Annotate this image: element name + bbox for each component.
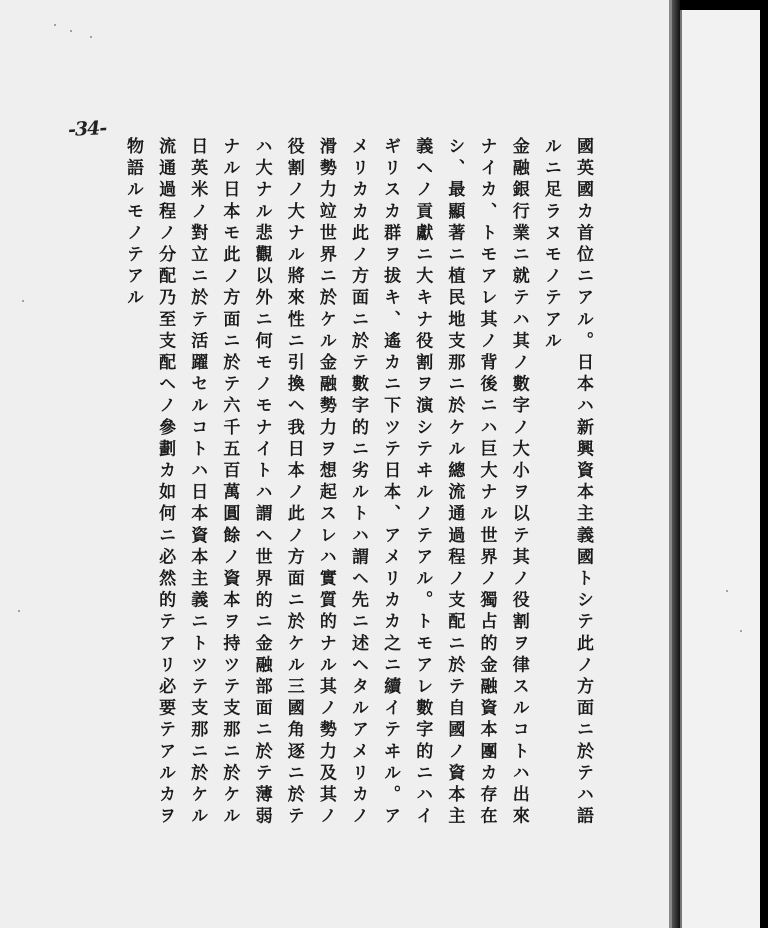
text-column-2: ルニ足ラヌモノテアル — [540, 137, 561, 353]
text-column-15: 物語ルモノテアル — [123, 137, 143, 310]
paper-speck — [70, 30, 72, 32]
paper-speck — [22, 300, 24, 302]
text-column-7: ギリスカ群ヲ拔キ、遙カニ下ツテ日本、アメリカカ之ニ續イテヰル。ア — [380, 137, 401, 829]
paper-speck — [54, 24, 56, 26]
text-column-10: 役割ノ大ナル將來性ニ引換ヘ我日本ノ此ノ方面ニ於ケル三國角逐ニ於テ — [283, 137, 304, 829]
text-column-9: 滑勢力竝世界ニ於ケル金融勢力ヲ想起スレハ實質的ナル其ノ勢力及其ノ — [315, 137, 336, 829]
page-fold — [672, 0, 680, 928]
text-column-14: 流通過程ノ分配乃至支配ヘノ參劃カ如何ニ必然的テアリ必要テアルカヲ — [155, 137, 176, 829]
page-number: -34- — [67, 117, 107, 141]
text-column-5: シ、最顯著ニ植民地支那ニ於ケル總流通過程ノ支配ニ於テ自國ノ資本主 — [444, 137, 465, 829]
text-column-3: 金融銀行業ニ就テハ其ノ數字ノ大小ヲ以テ其ノ役割ヲ律スルコトハ出來 — [508, 137, 529, 829]
facing-page — [680, 10, 760, 928]
text-column-8: メリカカ此ノ方面ニ於テ數字的ニ劣ルトハ謂ヘ先ニ述ヘタルアメリカノ — [347, 137, 368, 829]
paper-speck — [18, 610, 20, 612]
text-column-12: ナル日本モ此ノ方面ニ於テ六千五百萬圓餘ノ資本ヲ持ツテ支那ニ於ケル — [219, 137, 240, 829]
text-column-1: 國英國カ首位ニアル。日本ハ新興資本主義國トシテ此ノ方面ニ於テハ語 — [572, 137, 593, 829]
vertical-text-block — [118, 137, 598, 877]
paper-speck — [726, 590, 728, 592]
text-column-13: 日英米ノ對立ニ於テ活躍セルコトハ日本資本主義ニトツテ支那ニ於ケル — [187, 137, 208, 829]
text-column-4: ナイカ、トモアレ其ノ背後ニハ巨大ナル世界ノ獨占的金融資本團カ存在 — [476, 137, 497, 829]
paper-speck — [740, 630, 742, 632]
text-column-11: ハ大ナル悲觀以外ニ何モノモナイトハ謂ヘ世界的ニ金融部面ニ於テ薄弱 — [251, 137, 272, 829]
text-column-6: 義ヘノ貢獻ニ大キナ役割ヲ演シテヰルノテアル。トモアレ數字的ニハイ — [412, 137, 433, 829]
paper-speck — [90, 36, 92, 38]
